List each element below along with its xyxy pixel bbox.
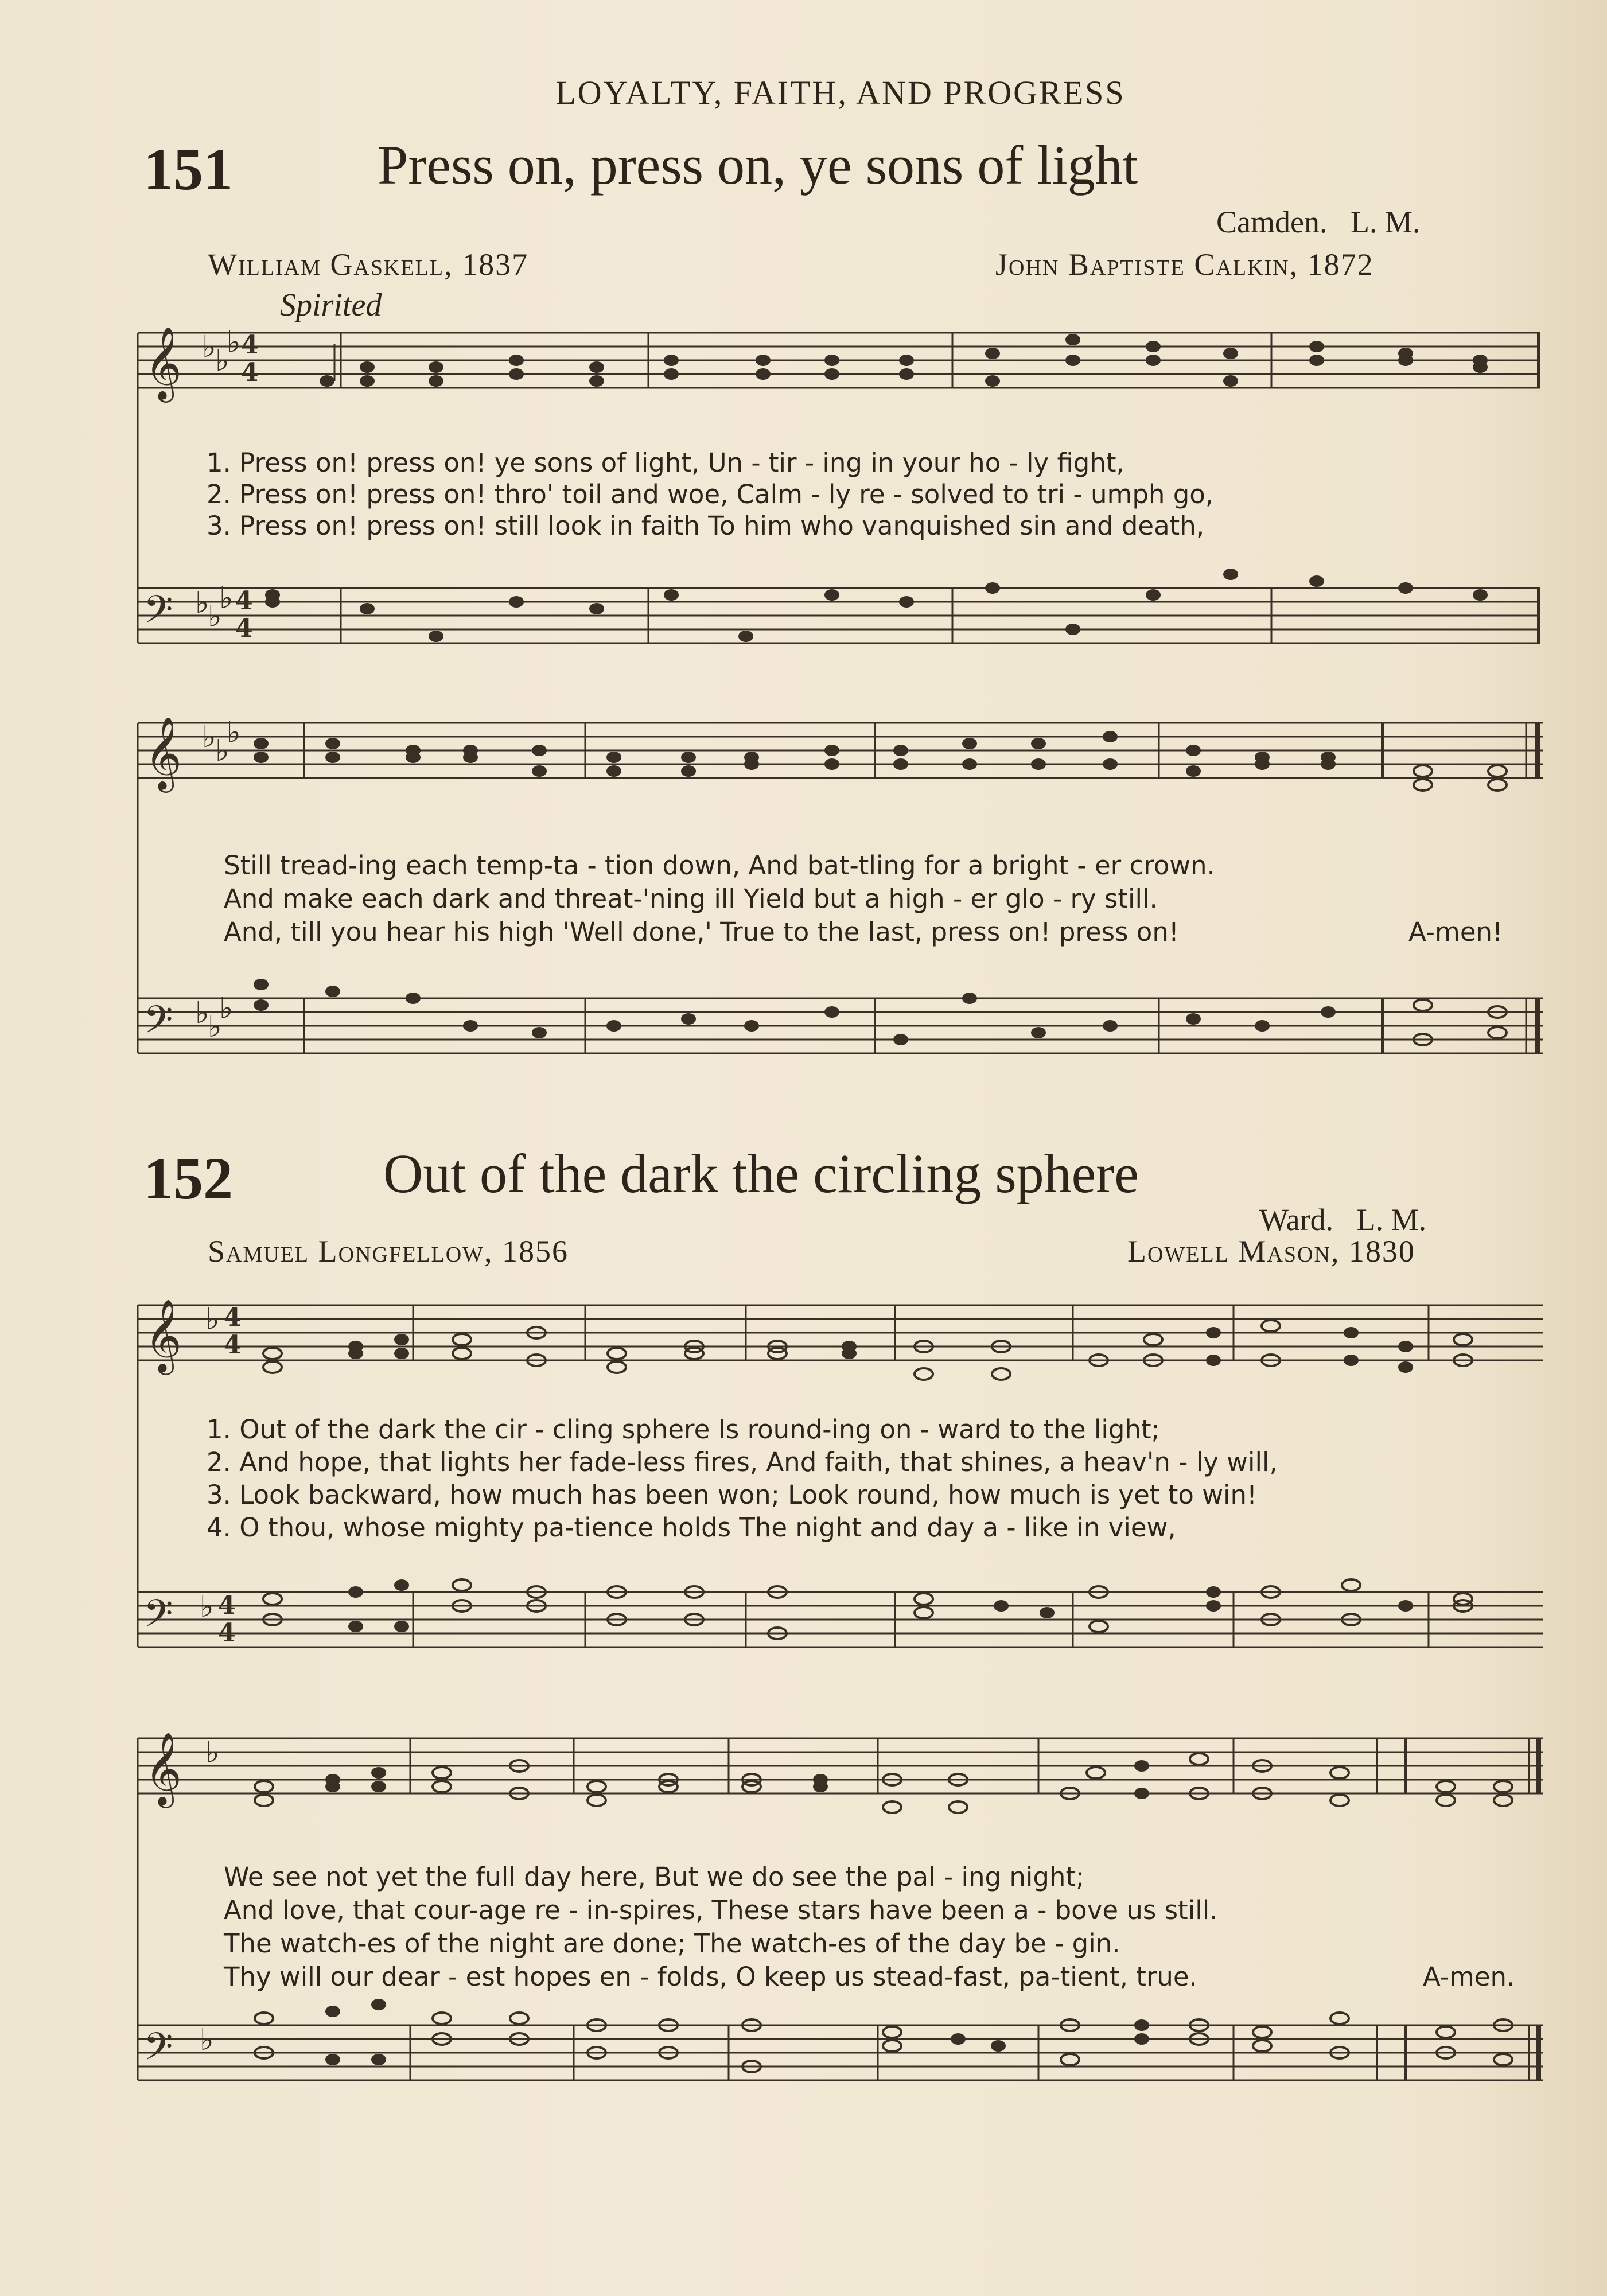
treble-staff: [138, 1298, 1543, 1375]
quarter-note-head: [360, 375, 375, 387]
quarter-note-head: [1309, 355, 1324, 366]
quarter-note-head: [756, 368, 771, 380]
quarter-note-head: [824, 745, 839, 756]
quarter-note-head: [824, 368, 839, 380]
quarter-note-head: [325, 2054, 340, 2065]
quarter-note-head: [893, 745, 908, 756]
quarter-note-head: [509, 368, 524, 380]
lyric-line: 2. And hope, that lights her fade-less fires, And faith, that shines, a heav'n - ly will,: [207, 1447, 1278, 1477]
quarter-note-head: [1321, 758, 1336, 770]
quarter-note-head: [1309, 341, 1324, 352]
flat-accidental-icon: ♭: [215, 734, 229, 768]
quarter-note-head: [1255, 1020, 1270, 1032]
quarter-note-head: [254, 999, 269, 1011]
half-note-head: [1190, 1753, 1208, 1765]
time-signature: 4: [241, 358, 259, 387]
half-note-head: [1414, 765, 1432, 777]
tempo-marking: Spirited: [280, 287, 382, 323]
quarter-note-head: [1103, 758, 1118, 770]
quarter-note-head: [1186, 745, 1201, 756]
quarter-note-head: [842, 1348, 857, 1359]
composer: John Baptiste Calkin, 1872: [995, 247, 1374, 282]
meter: L. M.: [1350, 205, 1421, 239]
quarter-note-head: [813, 1781, 828, 1792]
quarter-note-head: [1223, 348, 1238, 359]
quarter-note-head: [394, 1579, 409, 1591]
quarter-note-head: [824, 355, 839, 366]
quarter-note-head: [744, 1020, 759, 1032]
quarter-note-head: [348, 1586, 363, 1598]
hymn-title: Out of the dark the circling sphere: [383, 1143, 1139, 1204]
author: William Gaskell, 1837: [208, 247, 529, 282]
quarter-note-head: [429, 361, 443, 373]
quarter-note-head: [985, 348, 1000, 359]
hymn-title: Press on, press on, ye sons of light: [378, 134, 1138, 196]
half-note-head: [915, 1368, 933, 1380]
quarter-note-head: [325, 986, 340, 997]
quarter-note-head: [429, 631, 443, 642]
quarter-note-head: [1031, 1027, 1046, 1038]
quarter-note-head: [254, 752, 269, 763]
half-note-head: [433, 2013, 451, 2024]
half-note-head: [263, 1593, 282, 1605]
quarter-note-head: [265, 596, 280, 608]
half-note-head: [883, 1801, 901, 1813]
half-note-head: [915, 1593, 933, 1605]
half-note-head: [883, 2026, 901, 2038]
half-note-head: [1488, 765, 1507, 777]
half-note-head: [1488, 1027, 1507, 1038]
quarter-note-head: [1134, 2033, 1149, 2045]
flat-accidental-icon: ♭: [202, 330, 216, 364]
quarter-note-head: [985, 375, 1000, 387]
half-note-head: [608, 1361, 626, 1373]
flat-accidental-icon: ♭: [215, 344, 229, 378]
composer: Lowell Mason, 1830: [1127, 1234, 1415, 1268]
half-note-head: [915, 1607, 933, 1618]
quarter-note-head: [1473, 361, 1488, 373]
amen-text: A-men!: [1408, 917, 1503, 947]
flat-accidental-icon: ♭: [208, 600, 222, 634]
flat-accidental-icon: ♭: [200, 2023, 214, 2057]
half-note-head: [255, 2013, 273, 2024]
quarter-note-head: [532, 1027, 547, 1038]
quarter-note-head: [406, 993, 421, 1004]
half-note-head: [1330, 1795, 1349, 1806]
quarter-note-head: [681, 752, 696, 763]
quarter-note-head: [532, 745, 547, 756]
half-note-head: [1253, 2026, 1271, 2038]
quarter-note-head: [1223, 375, 1238, 387]
half-note-head: [433, 1767, 451, 1779]
quarter-note-head: [394, 1348, 409, 1359]
quarter-note-head: [899, 368, 914, 380]
half-note-head: [949, 1801, 967, 1813]
quarter-note-head: [1309, 575, 1324, 587]
quarter-note-head: [325, 752, 340, 763]
quarter-note-head: [589, 361, 604, 373]
half-note-head: [1144, 1334, 1162, 1345]
quarter-note-head: [606, 765, 621, 777]
quarter-note-head: [1134, 1788, 1149, 1799]
quarter-note-head: [1065, 624, 1080, 635]
treble-staff: [138, 325, 1540, 403]
quarter-note-head: [1206, 1586, 1221, 1598]
quarter-note-head: [1065, 355, 1080, 366]
quarter-note-head: [606, 1020, 621, 1032]
lyric-line: The watch-es of the night are done; The watch-es of the day be - gin.: [224, 1928, 1120, 1959]
half-note-head: [1414, 779, 1432, 791]
half-note-head: [587, 1781, 606, 1792]
quarter-note-head: [360, 361, 375, 373]
lyric-line: 1. Out of the dark the cir - cling sphere Is round-ing on - ward to the light;: [207, 1414, 1160, 1445]
music-system: [0, 1294, 1607, 1661]
bass-staff: [138, 581, 1540, 643]
quarter-note-head: [681, 765, 696, 777]
lyric-line: 4. O thou, whose mighty pa-tience holds The night and day a - like in view,: [207, 1512, 1176, 1543]
quarter-note-head: [1146, 589, 1161, 601]
quarter-note-head: [589, 603, 604, 614]
quarter-note-head: [744, 758, 759, 770]
quarter-note-head: [962, 738, 977, 749]
flat-accidental-icon: ♭: [205, 1735, 220, 1770]
half-note-head: [1253, 2040, 1271, 2052]
flat-accidental-icon: ♭: [205, 1302, 220, 1337]
quarter-note-head: [1473, 589, 1488, 601]
quarter-note-head: [1398, 1600, 1413, 1612]
quarter-note-head: [394, 1621, 409, 1632]
flat-accidental-icon: ♭: [219, 581, 234, 616]
quarter-note-head: [1103, 1020, 1118, 1032]
bass-staff: [138, 1590, 1543, 1648]
quarter-note-head: [1134, 1760, 1149, 1772]
time-signature: 4: [235, 614, 253, 643]
quarter-note-head: [994, 1600, 1009, 1612]
bass-staff: [138, 2023, 1543, 2080]
time-signature: 4: [241, 330, 259, 360]
half-note-head: [1414, 999, 1432, 1011]
quarter-note-head: [394, 1334, 409, 1345]
quarter-note-head: [1206, 1355, 1221, 1366]
quarter-note-head: [360, 603, 375, 614]
quarter-note-head: [664, 355, 679, 366]
lyric-line: 3. Press on! press on! still look in faith To him who vanquished sin and death,: [207, 511, 1205, 541]
time-signature: 4: [218, 1591, 236, 1620]
half-note-head: [1494, 1781, 1512, 1792]
quarter-note-head: [509, 355, 524, 366]
quarter-note-head: [664, 368, 679, 380]
half-note-head: [1342, 1579, 1360, 1591]
time-signature: 4: [224, 1303, 242, 1332]
quarter-note-head: [1344, 1327, 1359, 1338]
treble-clef-icon: 𝄞: [145, 1731, 182, 1805]
quarter-note-head: [1398, 355, 1413, 366]
quarter-note-head: [429, 375, 443, 387]
quarter-note-head: [1186, 1013, 1201, 1025]
quarter-note-head: [371, 1767, 386, 1779]
lyric-line: And, till you hear his high 'Well done,' True to the last, press on! press on!: [224, 917, 1179, 947]
quarter-note-head: [532, 765, 547, 777]
quarter-note-head: [738, 631, 753, 642]
flat-accidental-icon: ♭: [219, 991, 234, 1026]
half-note-head: [453, 1579, 471, 1591]
quarter-note-head: [348, 1348, 363, 1359]
quarter-note-head: [371, 1999, 386, 2010]
time-signature: 4: [235, 586, 253, 616]
quarter-note-head: [254, 738, 269, 749]
half-note-head: [1087, 1767, 1105, 1779]
treble-clef-icon: 𝄞: [145, 326, 182, 399]
half-note-head: [263, 1361, 282, 1373]
half-note-head: [1488, 779, 1507, 791]
half-note-head: [1454, 1334, 1472, 1345]
half-note-head: [587, 1795, 606, 1806]
flat-accidental-icon: ♭: [227, 715, 241, 750]
quarter-note-head: [463, 1020, 478, 1032]
quarter-note-head: [1146, 341, 1161, 352]
quarter-note-head: [824, 758, 839, 770]
flat-accidental-icon: ♭: [202, 720, 216, 754]
quarter-note-head: [756, 355, 771, 366]
quarter-note-head: [348, 1621, 363, 1632]
half-note-head: [453, 1334, 471, 1345]
quarter-note-head: [1134, 2019, 1149, 2031]
bass-clef-icon: 𝄢: [143, 587, 173, 641]
quarter-note-head: [1031, 738, 1046, 749]
lyric-line: Still tread-ing each temp-ta - tion down, And bat-tling for a bright - er crown.: [224, 850, 1215, 881]
lyric-line: And make each dark and threat-'ning ill Yield but a high - er glo - ry still.: [224, 884, 1158, 914]
quarter-note-head: [509, 596, 524, 608]
quarter-note-head: [1103, 731, 1118, 742]
quarter-note-head: [320, 375, 334, 387]
half-note-head: [608, 1348, 626, 1359]
tune: Ward.: [1259, 1203, 1334, 1237]
quarter-note-head: [951, 2033, 966, 2045]
half-note-head: [1061, 2054, 1079, 2065]
half-note-head: [255, 1795, 273, 1806]
quarter-note-head: [664, 589, 679, 601]
half-note-head: [1330, 2013, 1349, 2024]
quarter-note-head: [254, 979, 269, 990]
quarter-note-head: [962, 993, 977, 1004]
quarter-note-head: [1206, 1327, 1221, 1338]
quarter-note-head: [606, 752, 621, 763]
running-head: LOYALTY, FAITH, AND PROGRESS: [555, 74, 1126, 111]
quarter-note-head: [991, 2040, 1006, 2052]
quarter-note-head: [824, 589, 839, 601]
half-note-head: [1494, 2054, 1512, 2065]
quarter-note-head: [1344, 1355, 1359, 1366]
time-signature: 4: [224, 1330, 242, 1360]
half-note-head: [433, 1781, 451, 1792]
quarter-note-head: [1255, 758, 1270, 770]
quarter-note-head: [371, 2054, 386, 2065]
half-note-head: [1330, 1767, 1349, 1779]
lyric-line: 3. Look backward, how much has been won; Look round, how much is yet to win!: [207, 1480, 1258, 1510]
meter: L. M.: [1356, 1203, 1427, 1237]
bass-clef-icon: 𝄢: [143, 998, 173, 1051]
quarter-note-head: [1206, 1600, 1221, 1612]
half-note-head: [883, 2040, 901, 2052]
half-note-head: [510, 2013, 528, 2024]
quarter-note-head: [1321, 1006, 1336, 1018]
flat-accidental-icon: ♭: [227, 325, 241, 360]
treble-clef-icon: 𝄞: [145, 716, 182, 789]
half-note-head: [1494, 1795, 1512, 1806]
time-signature: 4: [218, 1618, 236, 1648]
flat-accidental-icon: ♭: [208, 1010, 222, 1044]
quarter-note-head: [1065, 334, 1080, 345]
quarter-note-head: [962, 758, 977, 770]
tune: Camden.: [1216, 205, 1328, 239]
quarter-note-head: [1398, 582, 1413, 594]
lyric-line: Thy will our dear - est hopes en - folds, O keep us stead-fast, pa-tient, true.: [224, 1962, 1197, 1992]
quarter-note-head: [325, 1781, 340, 1792]
bass-clef-icon: 𝄢: [143, 2025, 173, 2078]
lyric-line: We see not yet the full day here, But we do see the pal - ing night;: [224, 1862, 1085, 1892]
quarter-note-head: [1398, 1341, 1413, 1352]
hymn-number: 152: [143, 1146, 233, 1212]
half-note-head: [263, 1348, 282, 1359]
hymn-number: 151: [143, 137, 233, 203]
quarter-note-head: [406, 752, 421, 763]
flat-accidental-icon: ♭: [195, 996, 209, 1030]
quarter-note-head: [371, 1781, 386, 1792]
flat-accidental-icon: ♭: [200, 1590, 214, 1624]
quarter-note-head: [899, 596, 914, 608]
half-note-head: [1090, 1621, 1108, 1632]
quarter-note-head: [899, 355, 914, 366]
half-note-head: [453, 1348, 471, 1359]
quarter-note-head: [1040, 1607, 1055, 1618]
quarter-note-head: [325, 738, 340, 749]
half-note-head: [992, 1368, 1010, 1380]
quarter-note-head: [681, 1013, 696, 1025]
quarter-note-head: [1146, 355, 1161, 366]
treble-clef-icon: 𝄞: [145, 1298, 182, 1372]
quarter-note-head: [1031, 758, 1046, 770]
quarter-note-head: [463, 752, 478, 763]
lyric-line: And love, that cour-age re - in-spires, These stars have been a - bove us still.: [224, 1895, 1218, 1925]
quarter-note-head: [1398, 1361, 1413, 1373]
half-note-head: [1437, 2026, 1455, 2038]
lyric-line: 2. Press on! press on! thro' toil and woe, Calm - ly re - solved to tri - umph go,: [207, 479, 1214, 509]
flat-accidental-icon: ♭: [195, 586, 209, 620]
lyric-line: 1. Press on! press on! ye sons of light, Un - tir - ing in your ho - ly fight,: [207, 447, 1124, 478]
author: Samuel Longfellow, 1856: [208, 1234, 569, 1268]
half-note-head: [255, 1781, 273, 1792]
quarter-note-head: [325, 2006, 340, 2017]
tune-name: [1216, 204, 1420, 240]
quarter-note-head: [1223, 569, 1238, 580]
quarter-note-head: [893, 1034, 908, 1045]
quarter-note-head: [1186, 765, 1201, 777]
quarter-note-head: [985, 582, 1000, 594]
half-note-head: [1437, 1795, 1455, 1806]
bass-staff: [138, 991, 1543, 1053]
quarter-note-head: [893, 758, 908, 770]
half-note-head: [1262, 1320, 1280, 1332]
quarter-note-head: [824, 1006, 839, 1018]
amen-text: A-men.: [1423, 1962, 1515, 1992]
bass-clef-icon: 𝄢: [143, 1591, 173, 1645]
quarter-note-head: [589, 375, 604, 387]
tune-name: [1259, 1202, 1426, 1237]
half-note-head: [1437, 1781, 1455, 1792]
